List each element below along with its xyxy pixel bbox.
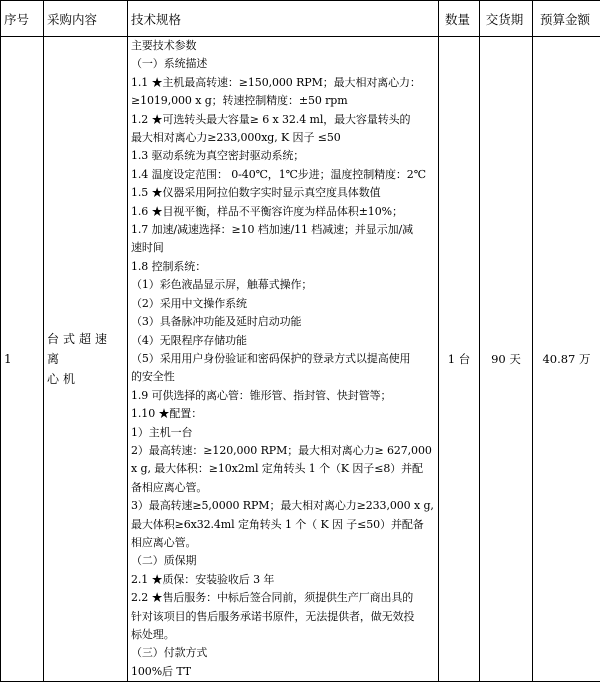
spec-line: 1.6 ★目视平衡，样品不平衡容许度为样品体积±10%； xyxy=(131,203,435,221)
spec-line: （5）采用用户身份验证和密码保护的登录方式以提高使用 xyxy=(131,350,435,368)
spec-line: 最大体积≥6x32.4ml 定角转头 1 个（ K 因 子≤50）并配备 xyxy=(131,516,435,534)
spec-line: （三）付款方式 xyxy=(131,644,435,662)
spec-line: 1）主机一台 xyxy=(131,424,435,442)
spec-line: 2.2 ★售后服务：中标后签合同前，须提供生产厂商出具的 xyxy=(131,589,435,607)
header-qty: 数量 xyxy=(439,1,480,37)
header-spec: 技术规格 xyxy=(128,1,439,37)
item-name-line-2: 心机 xyxy=(47,369,124,389)
spec-line: 1.2 ★可选转头最大容量≥ 6 x 32.4 ml，最大容量转头的 xyxy=(131,111,435,129)
cell-spec xyxy=(128,37,439,682)
spec-line: 1.10 ★配置： xyxy=(131,405,435,423)
cell-budget: 40.87 万 xyxy=(533,37,600,682)
spec-line: （3）具备脉冲功能及延时启动功能 xyxy=(131,313,435,331)
header-budget: 预算金额 xyxy=(533,1,600,37)
table-row xyxy=(1,37,600,682)
spec-line: 2）最高转速：≥120,000 RPM；最大相对离心力≥ 627,000 xyxy=(131,442,435,460)
spec-line: ≥1019,000 x g；转速控制精度：±50 rpm xyxy=(131,92,435,110)
spec-line: 1.8 控制系统： xyxy=(131,258,435,276)
spec-line: 备相应离心管。 xyxy=(131,479,435,497)
item-name-line-1: 台式超速离 xyxy=(47,329,124,369)
spec-line: 的安全性 xyxy=(131,368,435,386)
header-item: 采购内容 xyxy=(44,1,128,37)
spec-line: （二）质保期 xyxy=(131,552,435,570)
spec-line: （2）采用中文操作系统 xyxy=(131,295,435,313)
spec-line: 针对该项目的售后服务承诺书原件，无法提供者，做无效投 xyxy=(131,608,435,626)
spec-lines xyxy=(131,37,435,681)
cell-delivery: 90 天 xyxy=(480,37,533,682)
spec-line: （4）无限程序存储功能 xyxy=(131,332,435,350)
spec-line: 主要技术参数 xyxy=(131,37,435,55)
spec-line: 1.5 ★仪器采用阿拉伯数字实时显示真空度具体数值 xyxy=(131,184,435,202)
cell-seq: 1 xyxy=(1,37,44,682)
spec-line: 1.1 ★主机最高转速：≥150,000 RPM；最大相对离心力： xyxy=(131,74,435,92)
spec-line: 2.1 ★质保：安装验收后 3 年 xyxy=(131,571,435,589)
spec-line: 1.9 可供选择的离心管：锥形管、指封管、快封管等； xyxy=(131,387,435,405)
spec-line: 1.3 驱动系统为真空密封驱动系统； xyxy=(131,147,435,165)
spec-line: 相应离心管。 xyxy=(131,534,435,552)
spec-line: 1.7 加速/减速选择：≥10 档加速/11 档减速；并显示加/减 xyxy=(131,221,435,239)
spec-line: （一）系统描述 xyxy=(131,55,435,73)
spec-line: x g, 最大体积：≥10x2ml 定角转头 1 个（K 因子≤8）并配 xyxy=(131,460,435,478)
spec-line: （1）彩色液晶显示屏，触幕式操作； xyxy=(131,276,435,294)
spec-line: 3）最高转速≥5,0000 RPM；最大相对离心力≥233,000 x g, xyxy=(131,497,435,515)
header-seq: 序号 xyxy=(1,1,44,37)
spec-line: 1.4 温度设定范围： 0-40℃，1℃步进；温度控制精度：2℃ xyxy=(131,166,435,184)
spec-line: 速时间 xyxy=(131,239,435,257)
table-header-row xyxy=(1,1,600,37)
header-delivery: 交货期 xyxy=(480,1,533,37)
spec-line: 100%后 TT xyxy=(131,663,435,681)
cell-item xyxy=(44,37,128,682)
spec-line: 最大相对离心力≥233,000xg, K 因子 ≤50 xyxy=(131,129,435,147)
cell-qty: 1 台 xyxy=(439,37,480,682)
spec-line: 标处理。 xyxy=(131,626,435,644)
